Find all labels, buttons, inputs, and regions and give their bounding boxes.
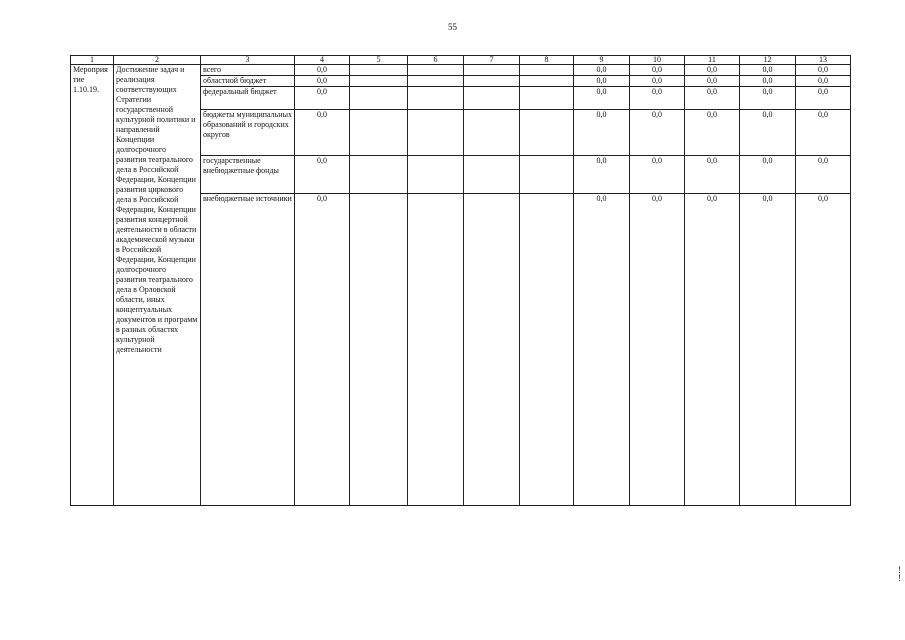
column-header: 13 — [796, 56, 851, 65]
measure-cell: Мероприятие 1.10.19. — [71, 65, 114, 506]
value-cell: 0,0 — [740, 87, 796, 110]
value-cell: 0,0 — [574, 110, 630, 156]
value-cell: 0,0 — [295, 65, 350, 76]
value-cell — [408, 156, 464, 194]
value-cell — [350, 156, 408, 194]
value-cell — [350, 76, 408, 87]
value-cell: 0,0 — [796, 76, 851, 87]
value-cell — [350, 194, 408, 506]
value-cell — [350, 87, 408, 110]
value-cell — [520, 110, 574, 156]
value-cell — [520, 156, 574, 194]
value-cell: 0,0 — [796, 87, 851, 110]
value-cell: 0,0 — [685, 65, 740, 76]
value-cell — [408, 87, 464, 110]
value-cell — [408, 65, 464, 76]
value-cell — [464, 194, 520, 506]
source-cell: федеральный бюджет — [201, 87, 295, 110]
value-cell: 0,0 — [295, 156, 350, 194]
value-cell — [464, 87, 520, 110]
value-cell: 0,0 — [630, 156, 685, 194]
column-header: 2 — [114, 56, 201, 65]
value-cell: 0,0 — [796, 110, 851, 156]
value-cell: 0,0 — [796, 194, 851, 506]
source-cell: областной бюджет — [201, 76, 295, 87]
value-cell: 0,0 — [740, 76, 796, 87]
value-cell: 0,0 — [630, 194, 685, 506]
column-header: 10 — [630, 56, 685, 65]
value-cell: 0,0 — [630, 110, 685, 156]
source-cell: внебюджетные источники — [201, 194, 295, 506]
value-cell: 0,0 — [295, 110, 350, 156]
value-cell: 0,0 — [295, 87, 350, 110]
column-header: 1 — [71, 56, 114, 65]
value-cell: 0,0 — [685, 110, 740, 156]
value-cell — [464, 110, 520, 156]
value-cell: 0,0 — [740, 156, 796, 194]
value-cell: 0,0 — [630, 76, 685, 87]
value-cell: 0,0 — [574, 194, 630, 506]
column-header: 3 — [201, 56, 295, 65]
value-cell: 0,0 — [574, 65, 630, 76]
value-cell — [408, 194, 464, 506]
value-cell — [408, 110, 464, 156]
value-cell: 0,0 — [630, 65, 685, 76]
side-mark: ! ! — [898, 565, 901, 583]
value-cell: 0,0 — [685, 156, 740, 194]
value-cell — [464, 65, 520, 76]
budget-table — [70, 55, 851, 506]
column-header: 7 — [464, 56, 520, 65]
header-row — [71, 56, 851, 65]
column-header: 5 — [350, 56, 408, 65]
source-cell: государственные внебюджетные фонды — [201, 156, 295, 194]
source-cell: бюджеты муниципальных образований и городских округов — [201, 110, 295, 156]
value-cell: 0,0 — [685, 76, 740, 87]
column-header: 6 — [408, 56, 464, 65]
value-cell — [520, 87, 574, 110]
table-row — [71, 65, 851, 76]
column-header: 4 — [295, 56, 350, 65]
value-cell — [520, 65, 574, 76]
value-cell: 0,0 — [295, 194, 350, 506]
description-cell: Достижение задач и реализация соответствующих Стратегии государственной культурной политики и направлений Концепции долгосрочного развития театрального дела в Российской Федерации, Концепции развития циркового дела в Российской Федерации, Концепции развития концертной деятельности в области академической музыки в Российской Федерации, Концепции долгосрочного развития театрального дела в Орловской области, иных концептуальных документов и программ в разных областях культурной деятельности — [114, 65, 201, 506]
value-cell: 0,0 — [685, 87, 740, 110]
value-cell — [520, 76, 574, 87]
source-cell: всего — [201, 65, 295, 76]
column-header: 9 — [574, 56, 630, 65]
value-cell: 0,0 — [796, 65, 851, 76]
value-cell — [464, 76, 520, 87]
page-number: 55 — [448, 22, 457, 32]
value-cell: 0,0 — [630, 87, 685, 110]
value-cell: 0,0 — [740, 65, 796, 76]
value-cell — [350, 110, 408, 156]
value-cell: 0,0 — [740, 194, 796, 506]
value-cell — [464, 156, 520, 194]
value-cell: 0,0 — [574, 87, 630, 110]
column-header: 12 — [740, 56, 796, 65]
column-header: 11 — [685, 56, 740, 65]
value-cell: 0,0 — [796, 156, 851, 194]
value-cell — [350, 65, 408, 76]
value-cell — [520, 194, 574, 506]
value-cell: 0,0 — [685, 194, 740, 506]
column-header: 8 — [520, 56, 574, 65]
value-cell: 0,0 — [295, 76, 350, 87]
value-cell — [408, 76, 464, 87]
value-cell: 0,0 — [574, 76, 630, 87]
value-cell: 0,0 — [574, 156, 630, 194]
value-cell: 0,0 — [740, 110, 796, 156]
